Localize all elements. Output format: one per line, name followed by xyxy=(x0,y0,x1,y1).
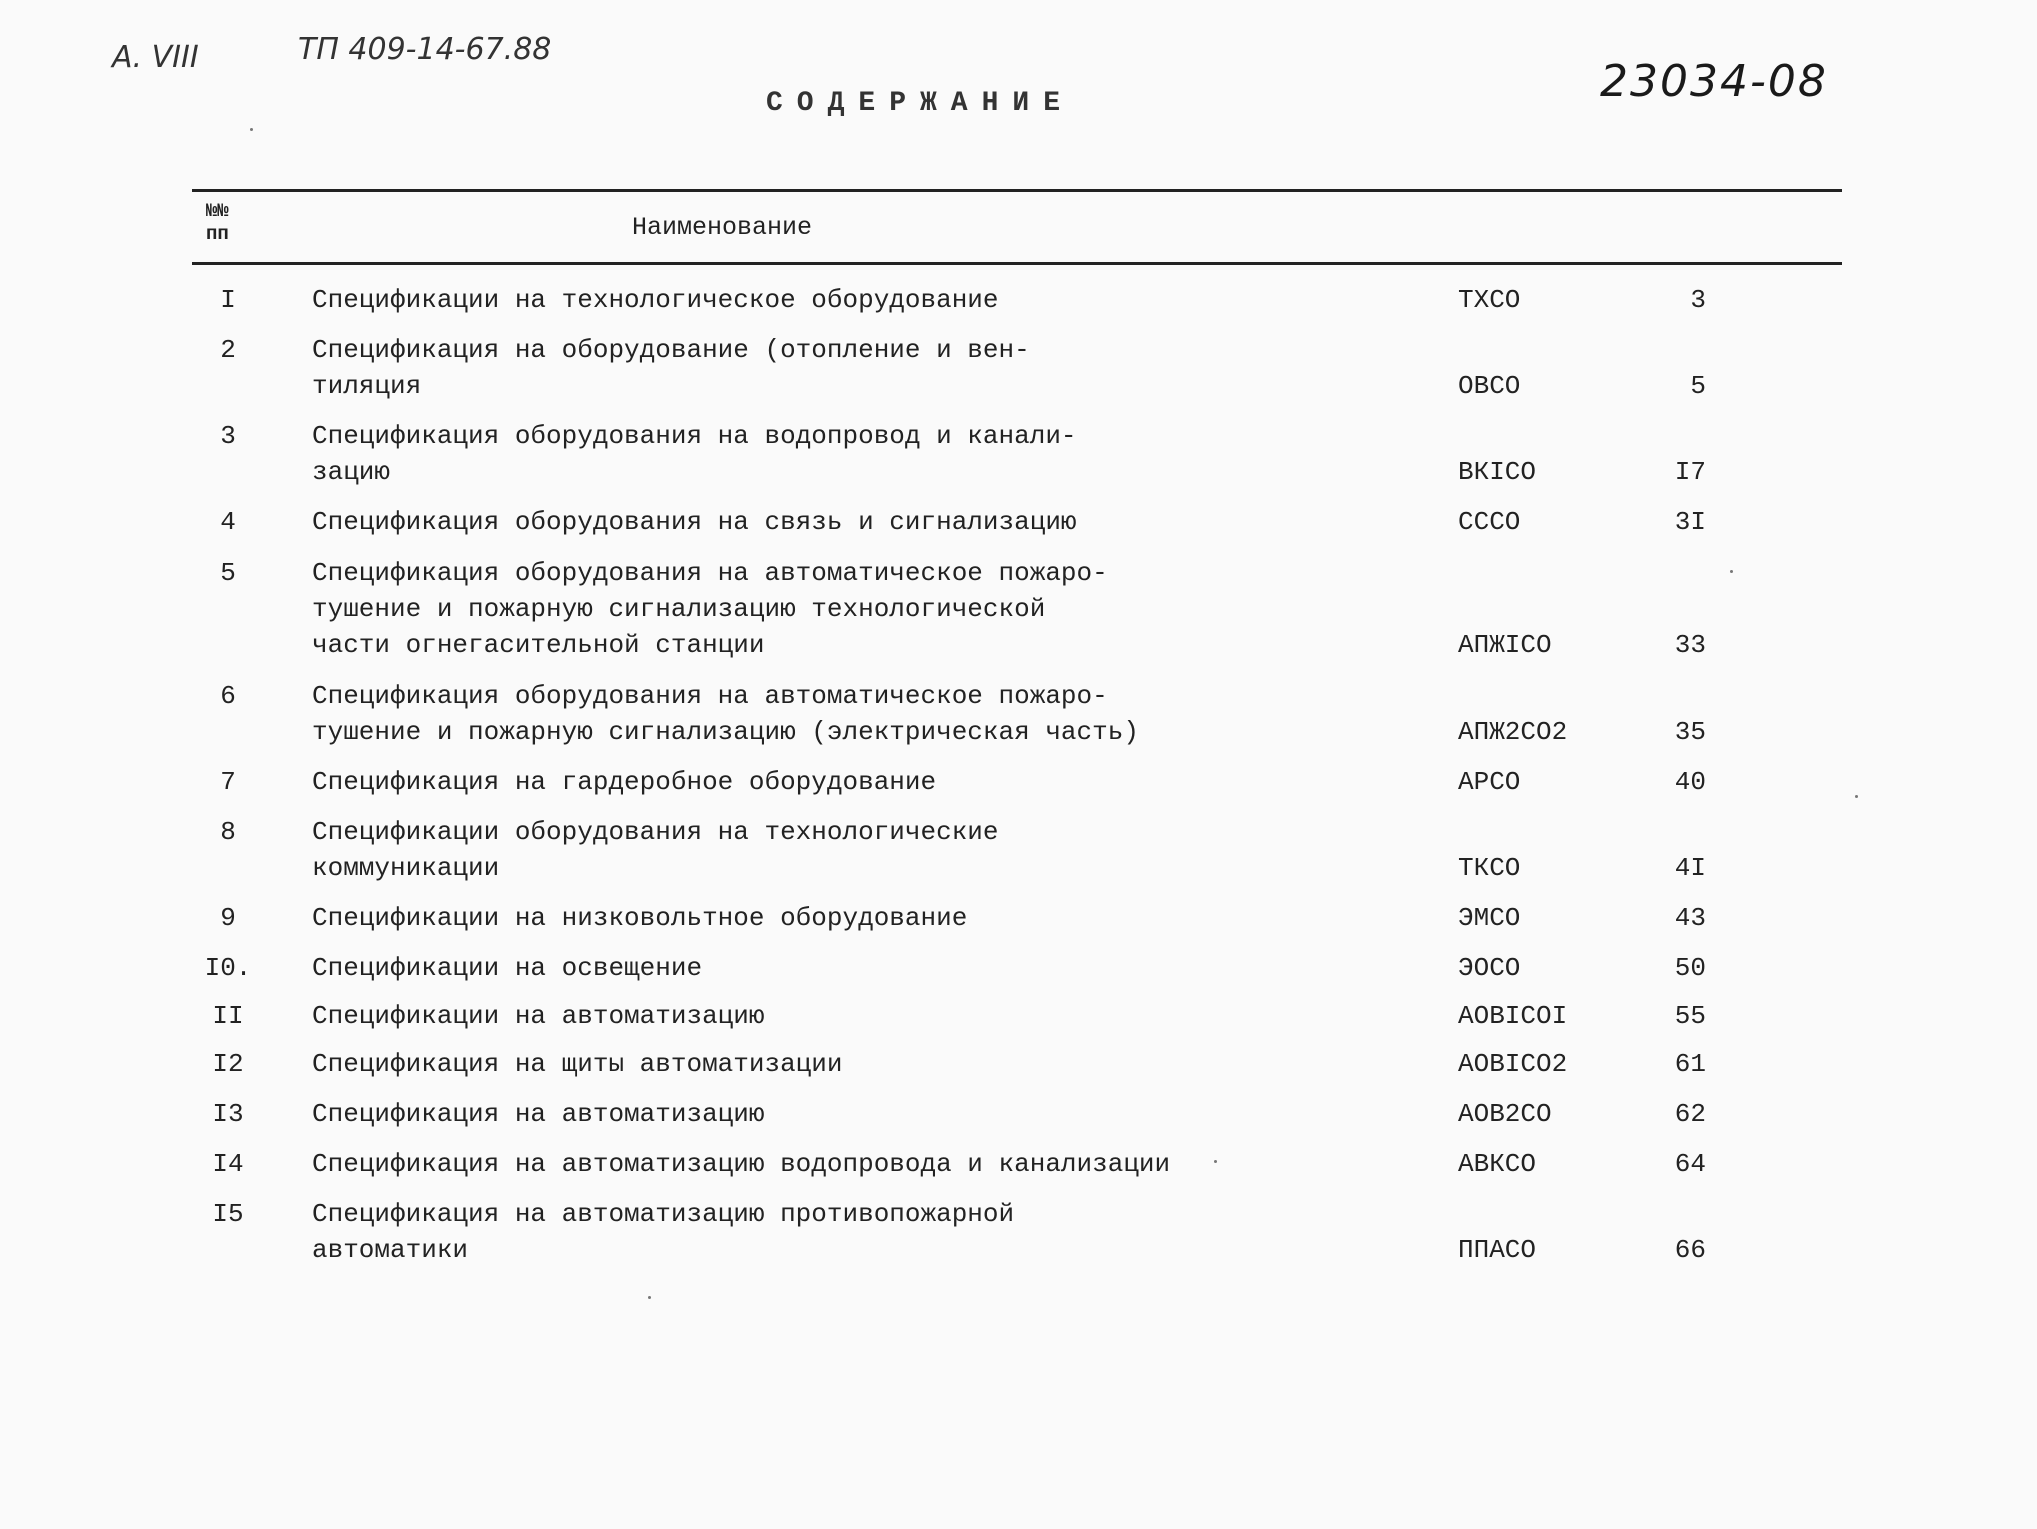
scan-speck xyxy=(648,1296,651,1299)
row-number: 6 xyxy=(220,681,236,711)
row-number: I2 xyxy=(212,1049,244,1079)
row-page: 64 xyxy=(1674,1149,1706,1179)
sheet-label: А. VIII xyxy=(112,40,199,75)
row-number: 2 xyxy=(220,335,236,365)
scan-speck xyxy=(1730,570,1733,573)
row-page: 3 xyxy=(1690,285,1706,315)
row-code: ЭОСО xyxy=(1458,953,1521,983)
row-title: Спецификации оборудования на технологические коммуникации xyxy=(312,817,999,883)
row-title: Спецификации на автоматизацию xyxy=(312,1001,765,1031)
scan-speck xyxy=(1855,795,1858,798)
page-title: СОДЕРЖАНИЕ xyxy=(765,88,1075,119)
row-page: 50 xyxy=(1674,953,1706,983)
column-header-number: №№ пп xyxy=(206,200,229,245)
column-header-name: Наименование xyxy=(632,213,813,242)
row-title: Спецификация на автоматизацию противопожарной автоматики xyxy=(312,1199,1015,1265)
row-page: 61 xyxy=(1674,1049,1706,1079)
row-number: II xyxy=(212,1001,244,1031)
row-title: Спецификация на автоматизацию xyxy=(312,1099,765,1129)
row-code: ТКСО xyxy=(1458,853,1521,883)
row-code: АОВ2СО xyxy=(1458,1099,1552,1129)
row-page: I7 xyxy=(1674,457,1706,487)
row-title: Спецификация оборудования на автоматическое пожаро- тушение и пожарную сигнализацию (электрическая часть) xyxy=(312,681,1139,747)
table-top-rule xyxy=(192,189,1842,192)
row-page: 4I xyxy=(1674,853,1706,883)
row-page: 35 xyxy=(1674,717,1706,747)
row-title: Спецификация оборудования на автоматическое пожаро- тушение и пожарную сигнализацию технологической части огнегасительной станции xyxy=(312,558,1108,660)
row-title: Спецификация оборудования на водопровод и канали- зацию xyxy=(312,421,1077,487)
row-title: Спецификации на низковольтное оборудование xyxy=(312,903,968,933)
row-title: Спецификации на технологическое оборудование xyxy=(312,285,999,315)
row-number: 4 xyxy=(220,507,236,537)
row-page: 33 xyxy=(1674,630,1706,660)
row-number: 8 xyxy=(220,817,236,847)
table-header-rule xyxy=(192,262,1842,265)
row-title: Спецификация на гардеробное оборудование xyxy=(312,767,937,797)
row-title: Спецификация на автоматизацию водопровода и канализации xyxy=(312,1149,1171,1179)
row-title: Спецификация оборудования на связь и сигнализацию xyxy=(312,507,1077,537)
row-page: 40 xyxy=(1674,767,1706,797)
row-code: ВКIСО xyxy=(1458,457,1537,487)
row-number: 7 xyxy=(220,767,236,797)
row-page: 5 xyxy=(1690,371,1706,401)
row-code: АПЖ2СО2 xyxy=(1458,717,1568,747)
row-number: I4 xyxy=(212,1149,244,1179)
row-title: Спецификация на щиты автоматизации xyxy=(312,1049,843,1079)
row-page: 62 xyxy=(1674,1099,1706,1129)
row-number: 9 xyxy=(220,903,236,933)
row-number: I3 xyxy=(212,1099,244,1129)
row-code: ЭМСО xyxy=(1458,903,1521,933)
row-code: АВКСО xyxy=(1458,1149,1537,1179)
scan-speck xyxy=(250,128,253,131)
row-page: 55 xyxy=(1674,1001,1706,1031)
row-number: I xyxy=(220,285,236,315)
row-code: АОВIСОI xyxy=(1458,1001,1568,1031)
row-code: АРСО xyxy=(1458,767,1521,797)
row-title: Спецификации на освещение xyxy=(312,953,703,983)
row-page: 43 xyxy=(1674,903,1706,933)
row-number: I0. xyxy=(204,953,252,983)
row-number: 5 xyxy=(220,558,236,588)
scan-speck xyxy=(1214,1160,1217,1163)
row-page: 3I xyxy=(1674,507,1706,537)
document-code: ТП 409-14-67.88 xyxy=(298,32,552,67)
row-code: ОВСО xyxy=(1458,371,1521,401)
row-title: Спецификация на оборудование (отопление и вен- тиляция xyxy=(312,335,1030,401)
row-number: I5 xyxy=(212,1199,244,1229)
row-number: 3 xyxy=(220,421,236,451)
row-page: 66 xyxy=(1674,1235,1706,1265)
archive-number: 23034-08 xyxy=(1600,56,1828,107)
row-code: СССО xyxy=(1458,507,1521,537)
row-code: ТХСО xyxy=(1458,285,1521,315)
row-code: ППАСО xyxy=(1458,1235,1537,1265)
row-code: АПЖIСО xyxy=(1458,630,1552,660)
row-code: АОВIСО2 xyxy=(1458,1049,1568,1079)
